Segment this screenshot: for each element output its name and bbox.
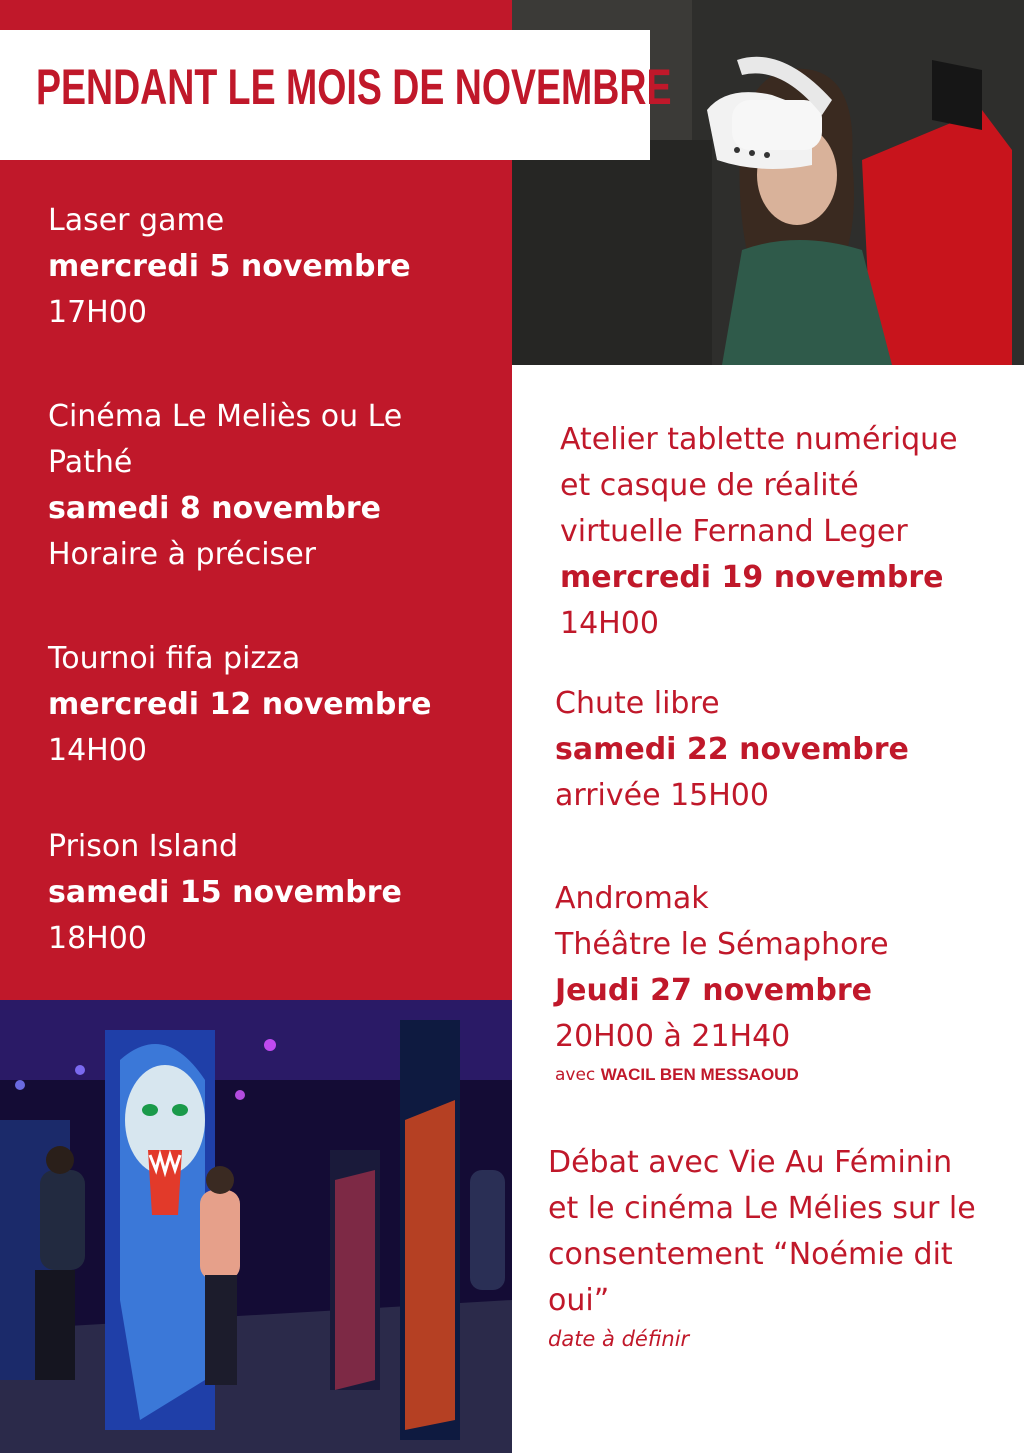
- event-name-line2: Pathé: [48, 445, 133, 480]
- event-time: Horaire à préciser: [48, 537, 316, 572]
- event-date: date à définir: [548, 1327, 690, 1351]
- event-chute-libre: [555, 681, 909, 819]
- event-date: mercredi 5 novembre: [48, 249, 411, 284]
- event-name-line3: consentement “Noémie dit: [548, 1237, 953, 1272]
- event-date: Jeudi 27 novembre: [555, 973, 873, 1008]
- event-cinema: [48, 394, 402, 578]
- event-name-line1: Cinéma Le Meliès ou Le: [48, 399, 403, 434]
- event-date: samedi 22 novembre: [555, 732, 909, 767]
- event-name-line1: Débat avec Vie Au Féminin: [548, 1145, 953, 1180]
- event-name: Prison Island: [48, 829, 239, 864]
- event-date: samedi 8 novembre: [48, 491, 381, 526]
- event-with-name: WACIL BEN MESSAOUD: [600, 1065, 799, 1084]
- event-name: Tournoi fifa pizza: [48, 641, 301, 676]
- event-with: [555, 1064, 889, 1086]
- event-date: mercredi 12 novembre: [48, 687, 432, 722]
- event-date: samedi 15 novembre: [48, 875, 402, 910]
- laser-game-illustration: [0, 1000, 512, 1453]
- event-fifa: [48, 636, 431, 774]
- event-name: Laser game: [48, 203, 225, 238]
- event-name-line3: virtuelle Fernand Leger: [560, 514, 908, 549]
- event-time: 14H00: [48, 733, 147, 768]
- laser-game-arena-photo: [0, 1000, 512, 1453]
- event-andromak: [555, 876, 889, 1086]
- event-with-prefix: avec: [555, 1065, 596, 1085]
- page-title: PENDANT LE MOIS DE NOVEMBRE: [36, 59, 672, 115]
- event-time: 20H00 à 21H40: [555, 1019, 791, 1054]
- event-time: 17H00: [48, 295, 147, 330]
- event-name-line1: Atelier tablette numérique: [560, 422, 958, 457]
- event-name-line2: et le cinéma Le Mélies sur le: [548, 1191, 976, 1226]
- event-time: arrivée 15H00: [555, 778, 769, 813]
- event-atelier-vr: [560, 417, 958, 647]
- event-prison-island: [48, 824, 402, 962]
- event-time: 14H00: [560, 606, 659, 641]
- event-date: mercredi 19 novembre: [560, 560, 944, 595]
- event-name-line4: oui”: [548, 1283, 610, 1318]
- event-name-line2: et casque de réalité: [560, 468, 859, 503]
- event-debat: [548, 1140, 976, 1354]
- event-name: Andromak: [555, 881, 709, 916]
- event-name: Chute libre: [555, 686, 720, 721]
- event-venue: Théâtre le Sémaphore: [555, 927, 889, 962]
- event-time: 18H00: [48, 921, 147, 956]
- event-laser-game: [48, 198, 411, 336]
